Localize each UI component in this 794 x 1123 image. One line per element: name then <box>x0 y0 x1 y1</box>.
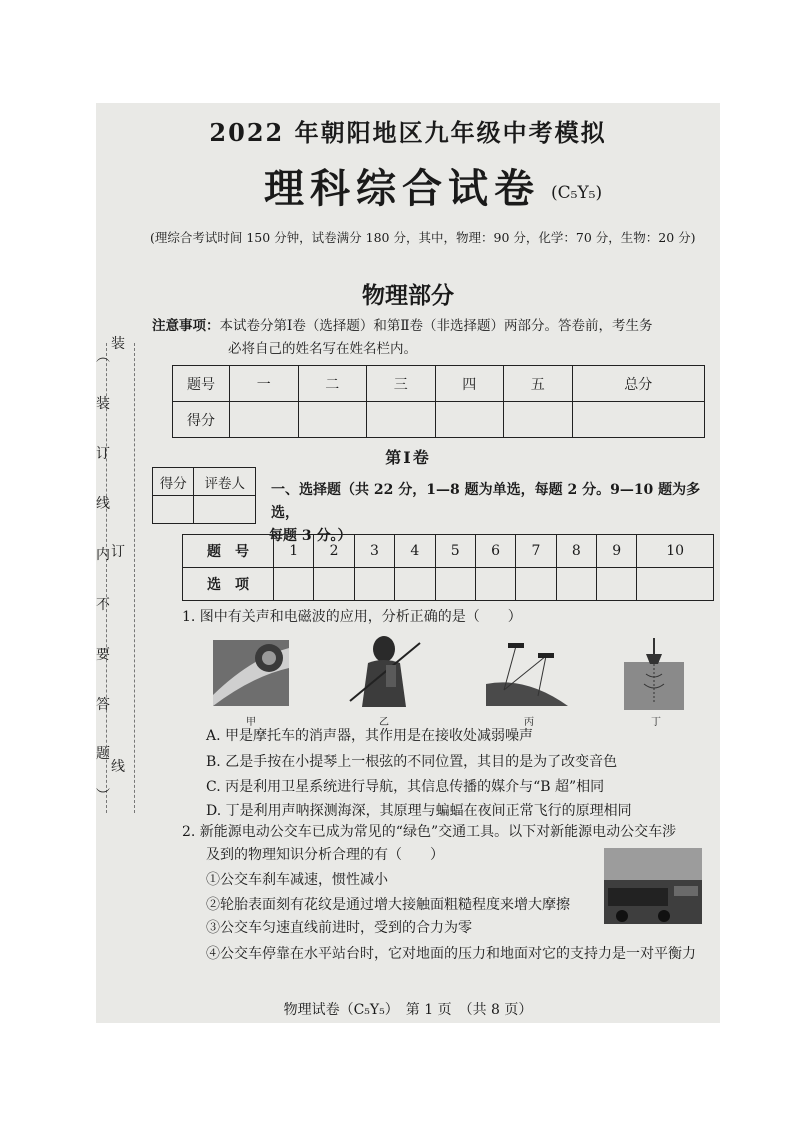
figure-label: 乙 <box>379 717 389 728</box>
table-row <box>183 568 714 601</box>
notice-text: 必将自己的姓名写在姓名栏内。 <box>228 341 417 357</box>
score-cell[interactable] <box>298 402 367 438</box>
margin-char: 订 <box>111 544 125 560</box>
margin-char: 线 <box>111 759 125 775</box>
figure-label: 甲 <box>246 717 256 728</box>
table-row <box>153 468 256 496</box>
table-cell: 3 <box>354 535 394 568</box>
binding-line <box>134 343 135 813</box>
sonar-ship-image <box>624 634 684 710</box>
margin-char: 不 <box>96 597 110 613</box>
grader-table <box>152 467 256 524</box>
margin-char: 线 <box>96 496 110 512</box>
table-cell: 8 <box>556 535 596 568</box>
volume-title: 第Ⅰ卷 <box>385 448 431 467</box>
answer-cell[interactable] <box>516 568 556 601</box>
table-cell: 4 <box>395 535 435 568</box>
margin-char: 装 <box>111 336 125 352</box>
question-1-option-c: C. 丙是利用卫星系统进行导航，其信息传播的媒介与“B 超”相同 <box>206 779 605 795</box>
section-title: 物理部分 <box>362 282 454 309</box>
question-1-option-a: A. 甲是摩托车的消声器，其作用是在接收处减弱噪声 <box>206 728 534 744</box>
score-cell[interactable] <box>572 402 705 438</box>
question-2-stem: 及到的物理知识分析合理的有（ ） <box>206 847 444 863</box>
muffler-photo <box>213 640 289 706</box>
table-cell: 题号 <box>173 366 230 402</box>
question-2-item: ①公交车刹车减速，惯性减小 <box>206 872 388 888</box>
exam-info: (理综合考试时间 150 分钟，试卷满分 180 分，其中，物理：90 分，化学：70 分，生物：20 分) <box>150 230 696 245</box>
question-1-stem: 1. 图中有关声和电磁波的应用，分析正确的是（ ） <box>182 609 522 625</box>
answer-cell[interactable] <box>314 568 354 601</box>
notice-label: 注意事项： <box>152 318 220 334</box>
margin-char: 内 <box>96 547 110 563</box>
score-cell[interactable] <box>230 402 299 438</box>
table-cell: 四 <box>435 366 504 402</box>
table-cell: 总分 <box>572 366 705 402</box>
table-cell: 6 <box>475 535 515 568</box>
answer-table <box>182 534 714 601</box>
table-cell: 题 号 <box>183 535 274 568</box>
margin-bracket: ︶ <box>96 788 110 804</box>
table-cell: 5 <box>435 535 475 568</box>
figure-label: 丙 <box>524 717 534 728</box>
notice <box>152 315 718 361</box>
table-row <box>183 535 714 568</box>
table-row <box>173 366 705 402</box>
table-cell: 二 <box>298 366 367 402</box>
electric-bus-photo <box>604 848 702 924</box>
margin-bracket: ︵ <box>96 349 110 365</box>
table-cell: 五 <box>504 366 573 402</box>
question-2-stem: 2. 新能源电动公交车已成为常见的“绿色”交通工具。以下对新能源电动公交车涉 <box>182 824 677 840</box>
answer-cell[interactable] <box>274 568 314 601</box>
table-cell: 评卷人 <box>194 468 256 496</box>
answer-cell[interactable] <box>395 568 435 601</box>
margin-char: 答 <box>96 697 110 713</box>
page-footer: 物理试卷（C₅Y₅） 第 1 页 （共 8 页） <box>283 1002 533 1018</box>
table-cell: 得分 <box>173 402 230 438</box>
table-cell: 三 <box>367 366 436 402</box>
exam-paper <box>96 103 720 1023</box>
margin-char: 订 <box>96 446 110 462</box>
answer-cell[interactable] <box>354 568 394 601</box>
choice-heading-line: 每题 3 分。） <box>269 528 352 544</box>
answer-cell[interactable] <box>556 568 596 601</box>
answer-cell[interactable] <box>475 568 515 601</box>
table-row <box>153 496 256 524</box>
main-title: 理科综合试卷 <box>264 165 540 212</box>
score-cell[interactable] <box>435 402 504 438</box>
violin-player-image <box>348 635 424 707</box>
score-cell[interactable] <box>504 402 573 438</box>
grader-cell[interactable] <box>194 496 256 524</box>
table-cell: 一 <box>230 366 299 402</box>
figure-label: 丁 <box>651 717 661 728</box>
exam-header: 2022 年朝阳地区九年级中考模拟 <box>209 118 607 147</box>
table-cell: 10 <box>637 535 714 568</box>
notice-text: 本试卷分第Ⅰ卷（选择题）和第Ⅱ卷（非选择题）两部分。答卷前，考生务 <box>219 318 653 334</box>
paper-code: (C₅Y₅) <box>551 183 603 203</box>
margin-char: 题 <box>96 746 110 762</box>
question-1-option-b: B. 乙是手按在小提琴上一根弦的不同位置，其目的是为了改变音色 <box>206 754 618 770</box>
satellite-navigation-image <box>486 638 568 706</box>
question-2-item: ④公交车停靠在水平站台时，它对地面的压力和地面对它的支持力是一对平衡力 <box>206 946 696 962</box>
margin-char: 要 <box>96 647 110 663</box>
table-cell: 9 <box>597 535 637 568</box>
table-cell: 选 项 <box>183 568 274 601</box>
table-cell: 2 <box>314 535 354 568</box>
answer-cell[interactable] <box>637 568 714 601</box>
margin-char: 装 <box>96 396 110 412</box>
table-cell: 7 <box>516 535 556 568</box>
score-cell[interactable] <box>153 496 194 524</box>
answer-cell[interactable] <box>597 568 637 601</box>
question-2-item: ③公交车匀速直线前进时，受到的合力为零 <box>206 920 472 936</box>
answer-cell[interactable] <box>435 568 475 601</box>
table-row <box>173 402 705 438</box>
table-cell: 得分 <box>153 468 194 496</box>
question-2-item: ②轮胎表面刻有花纹是通过增大接触面粗糙程度来增大摩擦 <box>206 897 570 913</box>
score-table <box>172 365 705 438</box>
table-cell: 1 <box>274 535 314 568</box>
score-cell[interactable] <box>367 402 436 438</box>
question-1-option-d: D. 丁是利用声呐探测海深，其原理与蝙蝠在夜间正常飞行的原理相同 <box>206 803 632 819</box>
choice-heading-line: 一、选择题（共 22 分，1—8 题为单选，每题 2 分。9—10 题为多选， <box>271 482 701 521</box>
